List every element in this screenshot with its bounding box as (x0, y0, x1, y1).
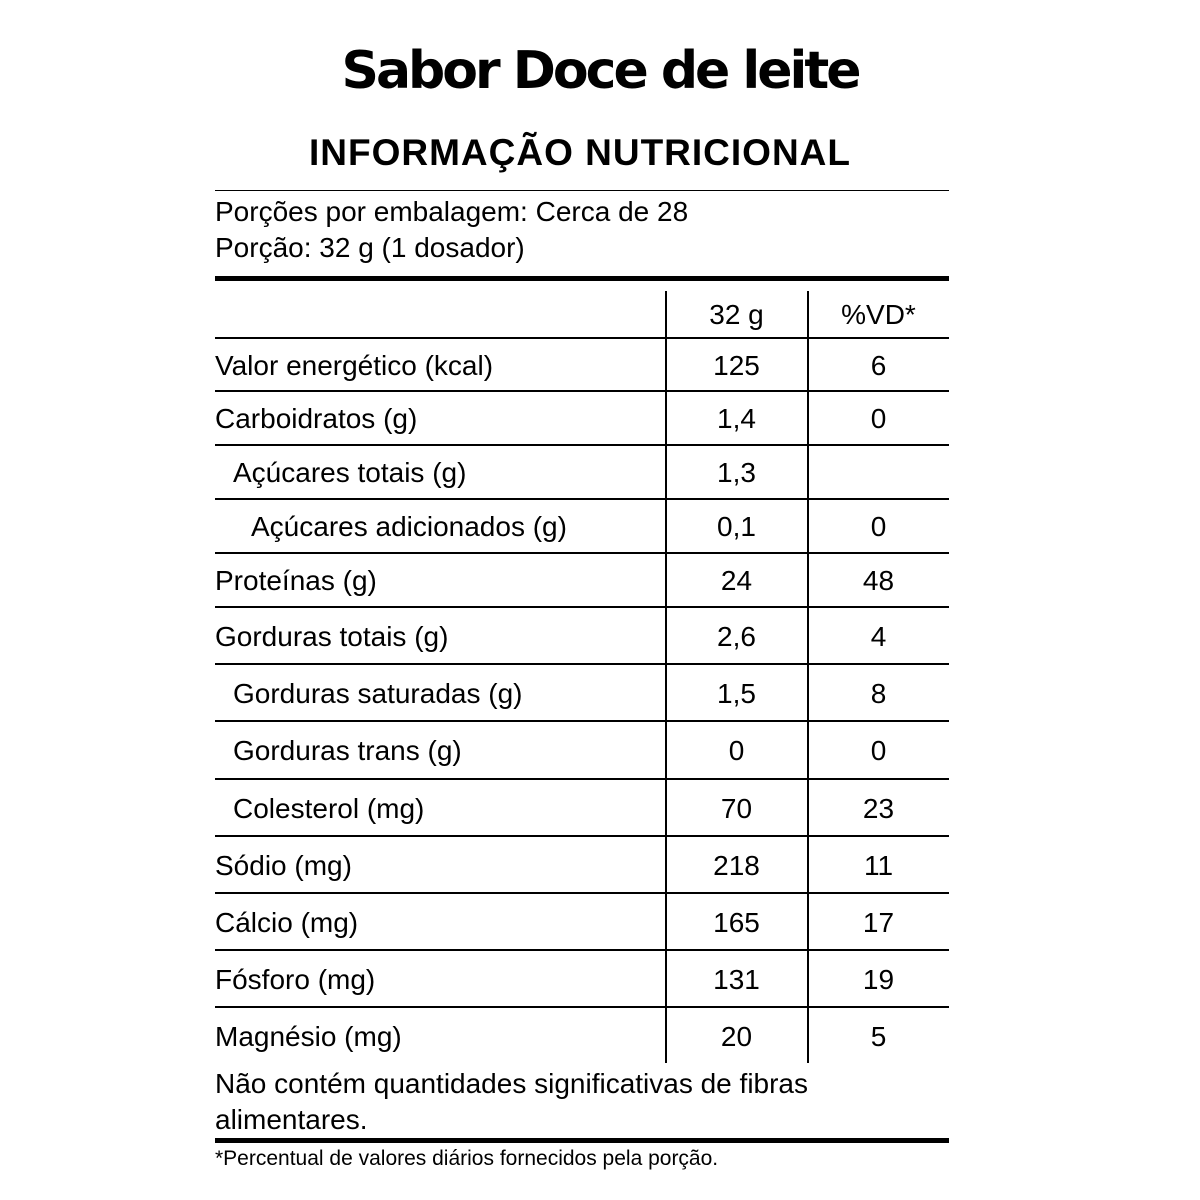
nutrient-dv: 23 (862, 792, 895, 824)
nutrient-amount: 1,5 (717, 677, 756, 709)
nutrient-dv: 4 (870, 620, 887, 652)
nutrient-dv: 11 (863, 849, 894, 881)
table-row (215, 554, 949, 608)
nutrient-dv: 0 (870, 511, 887, 542)
table-row (215, 780, 949, 837)
serving-size: Porção: 32 g (1 dosador) (215, 232, 525, 263)
nutrient-amount: 1,4 (717, 403, 756, 434)
nutrient-dv: 6 (870, 349, 887, 381)
table-row (215, 837, 949, 894)
nutrition-label (215, 0, 949, 1200)
fiber-notice: Não contém quantidades significativas de fibras alimentares. (215, 1068, 809, 1135)
header-amount: 32 g (709, 299, 764, 330)
nutrient-amount: 20 (720, 1020, 753, 1052)
nutrient-dv: 5 (870, 1020, 887, 1052)
table-row (215, 500, 949, 554)
nutrient-amount: 165 (713, 906, 760, 938)
nutrient-amount: 131 (713, 963, 760, 995)
nutrient-name: Proteínas (g) (215, 565, 377, 596)
nutrient-dv: 0 (870, 403, 887, 434)
nutrient-amount: 0,1 (717, 511, 756, 542)
nutrient-amount: 24 (720, 565, 753, 596)
nutrient-dv (808, 446, 949, 500)
nutrient-name: Valor energético (kcal) (215, 349, 494, 381)
table-row (215, 392, 949, 446)
nutrient-name: Sódio (mg) (215, 849, 352, 881)
nutrient-amount: 70 (720, 792, 753, 824)
table-row (215, 951, 949, 1008)
nutrient-name: Gorduras trans (g) (233, 735, 462, 766)
bottom-thick-rule (215, 1138, 949, 1143)
table-row (215, 446, 949, 500)
nutrient-dv: 48 (862, 565, 895, 596)
table-row (215, 665, 949, 722)
table-row (215, 1008, 949, 1065)
nutrient-name: Colesterol (mg) (233, 792, 425, 824)
nutrient-dv: 19 (862, 963, 895, 995)
nutrient-dv: 0 (870, 735, 887, 766)
table-row (215, 894, 949, 951)
nutrient-name: Fósforo (mg) (215, 963, 376, 995)
table-row (215, 608, 949, 665)
nutrient-name: Gorduras totais (g) (215, 620, 449, 652)
nutrient-name: Carboidratos (g) (215, 403, 418, 434)
nutrient-name: Açúcares adicionados (g) (251, 511, 567, 542)
nutrient-name: Gorduras saturadas (g) (233, 677, 523, 709)
nutrition-heading: INFORMAÇÃO NUTRICIONAL (308, 132, 851, 173)
nutrient-amount: 125 (713, 349, 760, 381)
nutrient-amount: 2,6 (717, 620, 756, 652)
top-thin-rule (215, 190, 949, 191)
nutrient-dv: 17 (862, 906, 895, 938)
table-row (215, 722, 949, 780)
dv-footnote: *Percentual de valores diários fornecidos pela porção. (215, 1147, 719, 1170)
nutrient-name: Açúcares totais (g) (233, 457, 467, 488)
nutrient-name: Magnésio (mg) (215, 1020, 402, 1052)
thick-rule (215, 276, 949, 281)
table-header-row (215, 291, 949, 339)
nutrient-name: Cálcio (mg) (215, 906, 359, 938)
table-row (215, 339, 949, 392)
header-dv: %VD* (841, 299, 916, 330)
nutrient-amount: 218 (713, 849, 760, 881)
nutrient-amount: 1,3 (717, 457, 756, 488)
product-title: Sabor Doce de leite (341, 41, 859, 101)
servings-per-package: Porções por embalagem: Cerca de 28 (215, 196, 689, 227)
nutrient-dv: 8 (870, 677, 887, 709)
nutrient-amount: 0 (728, 735, 745, 766)
